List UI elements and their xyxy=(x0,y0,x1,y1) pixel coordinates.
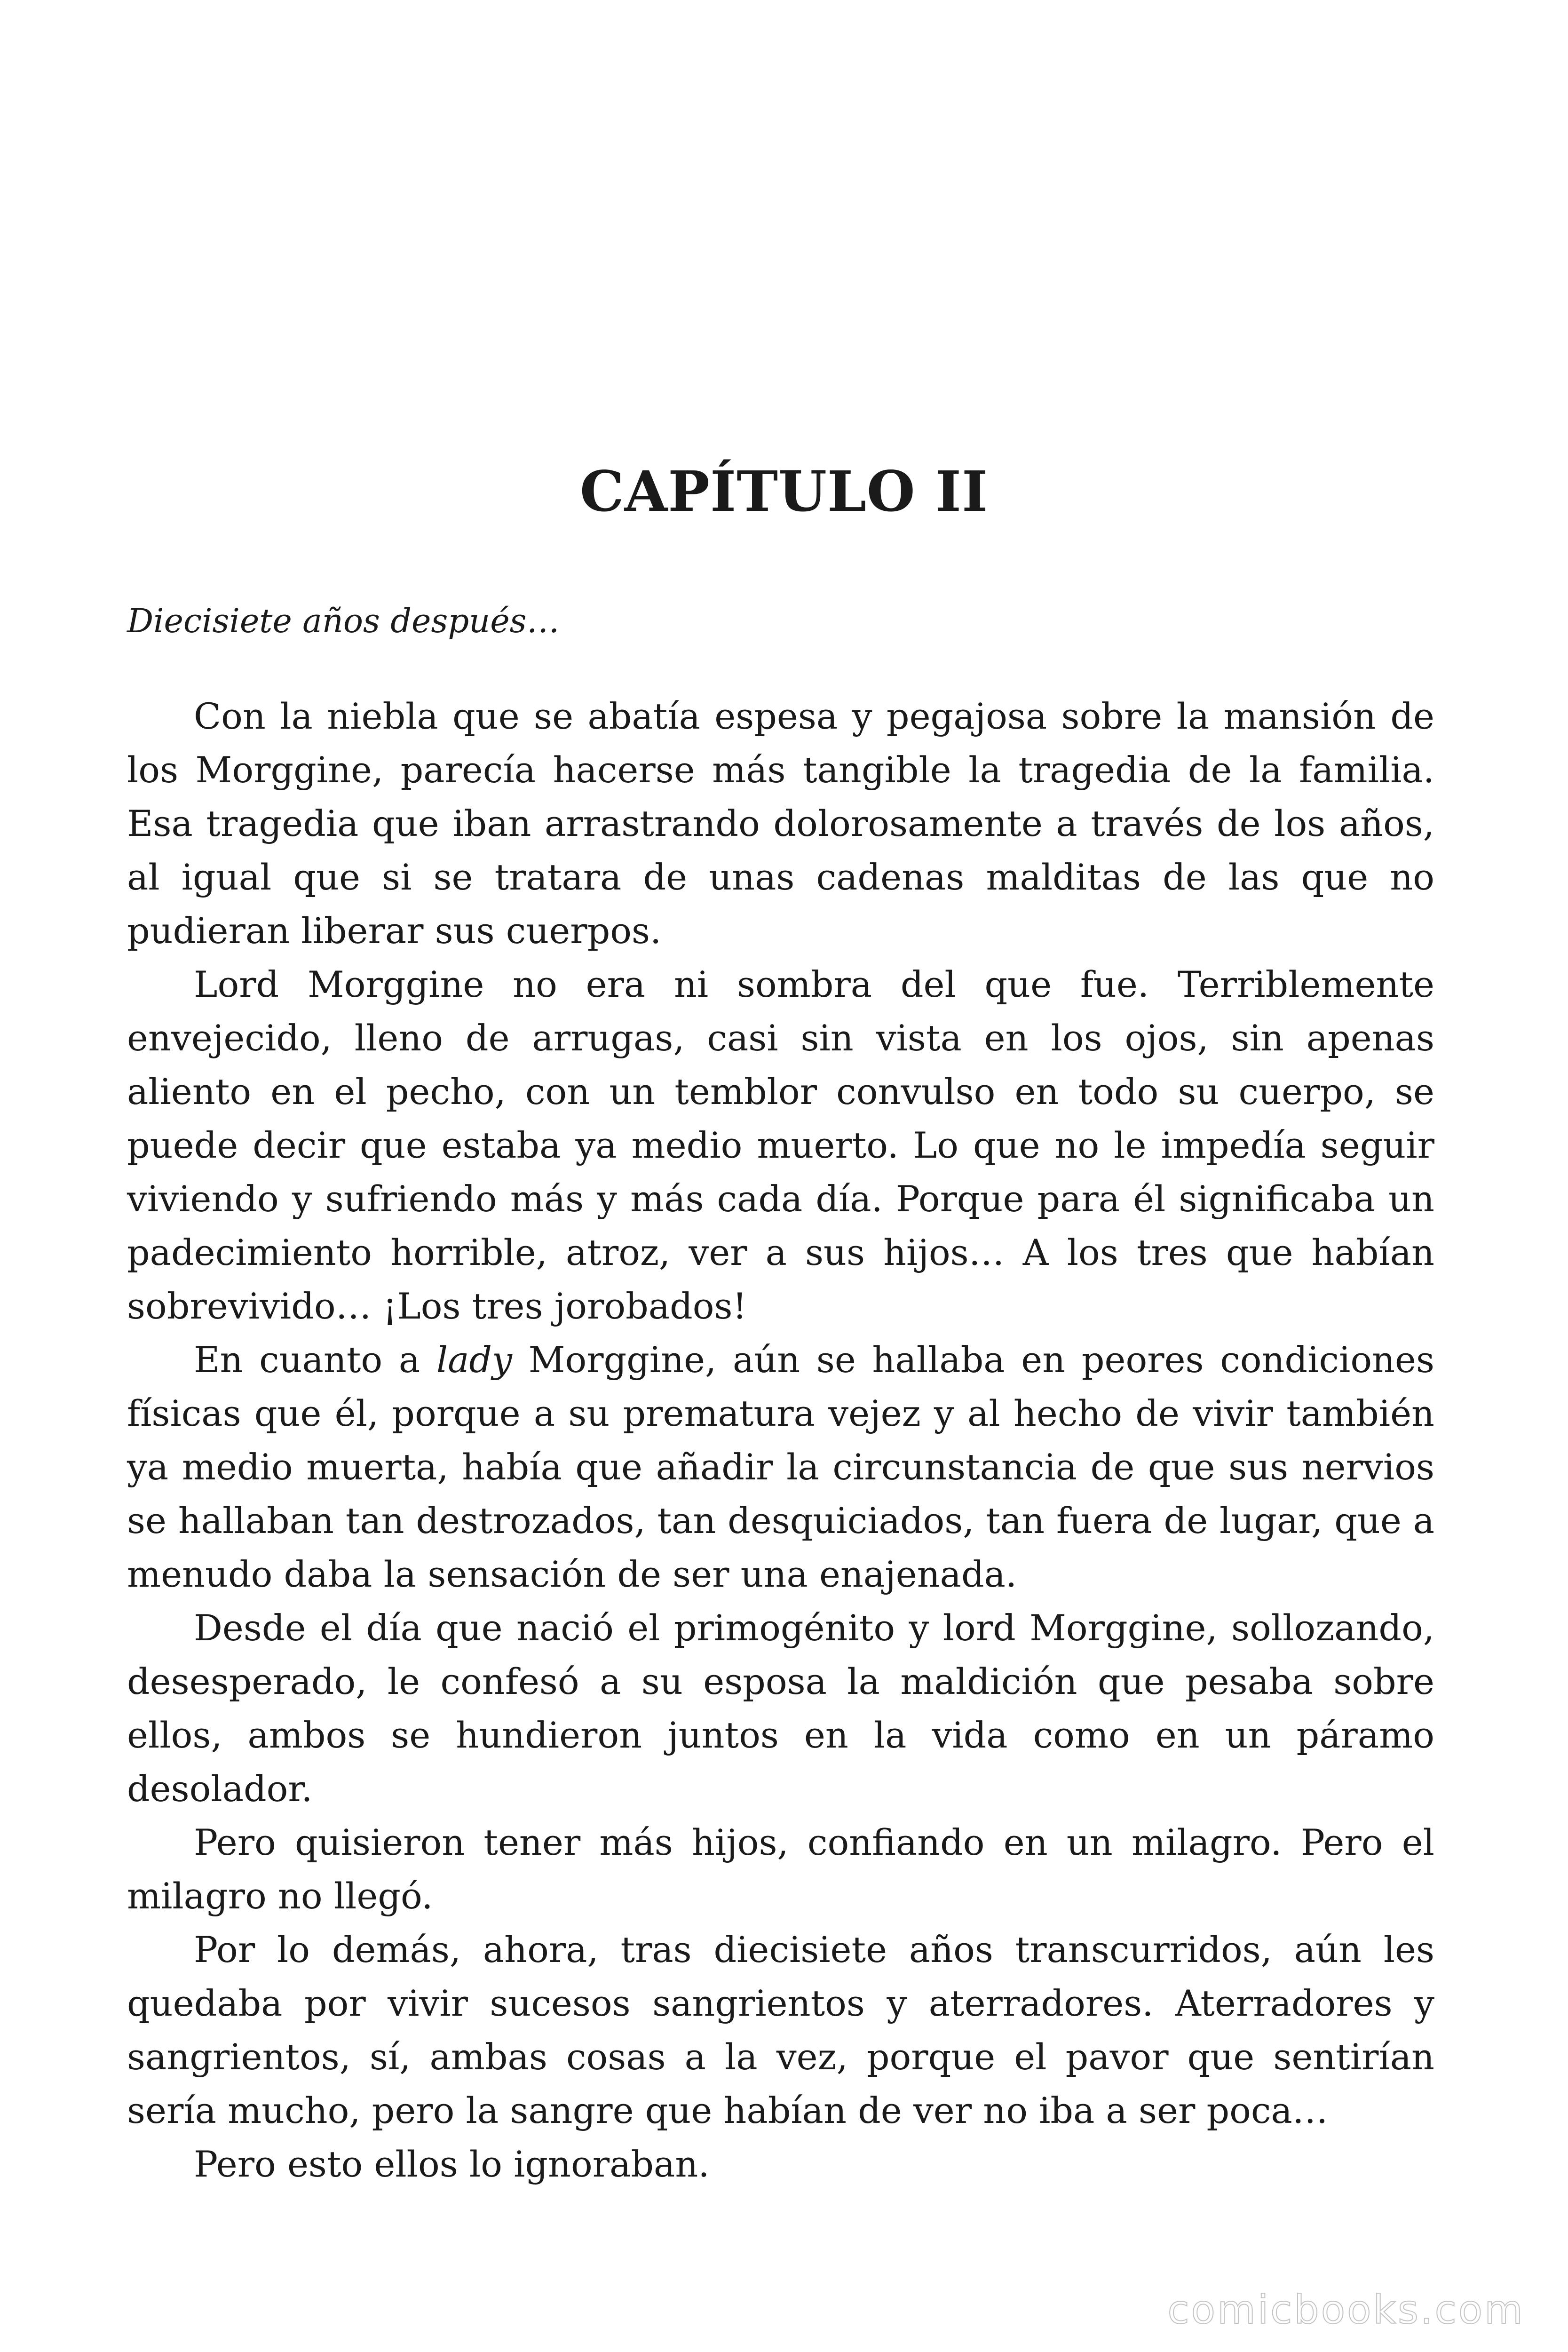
paragraph-1: Con la niebla que se abatía espesa y pegajosa sobre la mansión de los Morggine, parecía hacerse más tangible la tragedia de la familia. Esa tragedia que iban arrastrando dolorosamente a través de los años, al igual que si se tratara de unas cadenas malditas de las que no pudieran liberar sus cuerpos. xyxy=(127,695,1434,952)
chapter-title: CAPÍTULO II xyxy=(579,459,989,524)
paragraph-3-end: Morggine, aún se hallaba en peores condiciones físicas que él, porque a su prematura vejez y al hecho de vivir también ya medio muerta, había que añadir la circunstancia de que sus nervios se hallaban tan destrozados, tan desquiciados, tan fuera de lugar, que a menudo daba la sensación de ser una enajenada. xyxy=(127,1339,1435,1595)
paragraph-6: Por lo demás, ahora, tras diecisiete años transcurridos, aún les quedaba por vivir sucesos sangrientos y aterradores. Aterradores y sangrientos, sí, ambas cosas a la vez, porque el pavor que sentirían sería mucho, pero la sangre que habían de ver no iba a ser poca… xyxy=(127,1929,1434,2131)
paragraph-3-italic: lady xyxy=(436,1339,513,1381)
paragraph-7: Pero esto ellos lo ignoraban. xyxy=(194,2143,710,2185)
watermark: comicbooks.com xyxy=(1167,2287,1525,2333)
epigraph: Diecisiete años después… xyxy=(127,602,560,640)
paragraph-3 xyxy=(127,1333,1434,1601)
paragraph-3-start: En cuanto a xyxy=(194,1339,436,1381)
paragraph-4: Desde el día que nació el primogénito y lord Morggine, sollozando, desesperado, le confesó a su esposa la maldición que pesaba sobre ellos, ambos se hundieron juntos en la vida como en un páramo desolador. xyxy=(127,1607,1434,1810)
paragraph-5: Pero quisieron tener más hijos, confiando en un milagro. Pero el milagro no llegó. xyxy=(127,1821,1434,1917)
paragraph-2: Lord Morggine no era ni sombra del que fue. Terriblemente envejecido, lleno de arrugas, casi sin vista en los ojos, sin apenas aliento en el pecho, con un temblor convulso en todo su cuerpo, se puede decir que estaba ya medio muerto. Lo que no le impedía seguir viviendo y sufriendo más y más cada día. Porque para él significaba un padecimiento horrible, atroz, ver a sus hijos… A los tres que habían sobrevivido… ¡Los tres jorobados! xyxy=(127,963,1434,1327)
chapter-body xyxy=(127,690,1434,2191)
